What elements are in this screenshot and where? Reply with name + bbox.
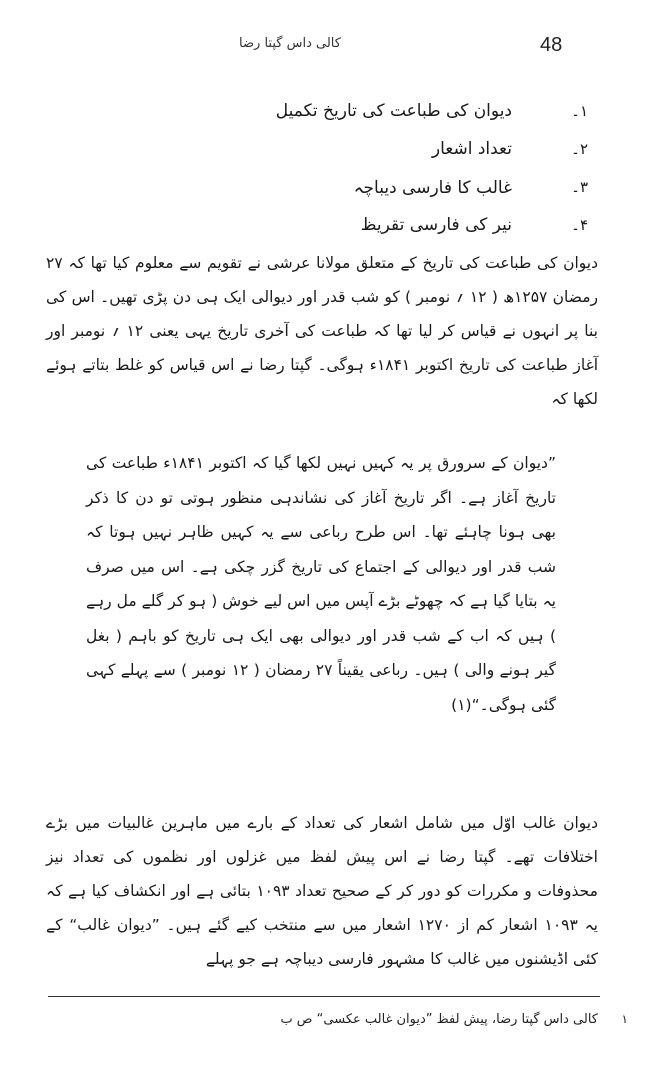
- running-title: کالی داس گپتا رضا: [239, 36, 341, 51]
- list-item: [88, 168, 588, 206]
- list-item: [88, 206, 588, 244]
- body-paragraph-2: دیوان غالب اوّل میں شامل اشعار کی تعداد کے بارے میں ماہرین غالبیات میں بڑے اختلافات تھے۔ گپتا رضا نے اس پیش لفظ میں غزلوں اور نظموں کی تعداد نیز محذوفات و مکررات کو دور کر کے صحیح تعداد ۱۰۹۳ بتائی ہے اور انکشاف کیا ہے کہ یہ ۱۰۹۳ اشعار کم از ۱۲۷۰ اشعار میں سے منتخب کیے گئے ہیں۔ ”دیوان غالب“ کے کئی اڈیشنوں میں غالب کا مشہور فارسی دیباچہ ہے جو پہلے: [46, 814, 598, 968]
- list-item-number: ۴۔: [571, 216, 588, 234]
- numbered-list: [88, 92, 588, 244]
- footnote-divider: [48, 996, 600, 997]
- block-quote: ”دیوان کے سرورق پر یہ کہیں نہیں لکھا گیا کہ اکتوبر ۱۸۴۱ء طباعت کی تاریخ آغاز ہے۔ اگر تاریخ آغاز کی نشاندہی منظور ہوتی تو دن کا ذکر بھی ہونا چاہئے تھا۔ اس طرح رباعی سے یہ کہیں ظاہر نہیں ہوتا کہ شب قدر اور دیوالی کے اجتماع کی تاریخ گزر چکی ہے۔ اس میں صرف یہ بتایا گیا ہے کہ چھوٹے بڑے آپس میں اس لیے خوش ( ہو کر گلے مل رہے ) ہیں کہ اب کے شب قدر اور دیوالی بھی ایک ہی تاریخ کو باہم ( بغل گیر ہونے والی ) ہیں۔ رباعی یقیناً ۲۷ رمضان ( ۱۲ نومبر ) سے پہلے کہی گئی ہوگی۔“(۱): [86, 454, 556, 714]
- list-item-text: دیوان کی طباعت کی تاریخ تکمیل: [275, 101, 512, 121]
- list-item: [88, 92, 588, 130]
- footnote-text: کالی داس گپتا رضا، پیش لفظ ”دیوان غالب عکسی“ ص ب: [280, 1012, 598, 1027]
- body-paragraph-1: دیوان کی طباعت کی تاریخ کے متعلق مولانا عرشی نے تقویم سے معلوم کیا تھا کہ ۲۷ رمضان ۱۲۵۷ھ ( ۱۲ ؍ نومبر ) کو شب قدر اور دیوالی ایک ہی دن پڑی تھیں۔ اس کی بنا پر انہوں نے قیاس کر لیا تھا کہ طباعت کی آخری تاریخ یہی یعنی ۱۲ ؍ نومبر اور آغاز طباعت کی تاریخ اکتوبر ۱۸۴۱ء ہوگی۔ گپتا رضا نے اس قیاس کو غلط بتاتے ہوئے لکھا کہ: [46, 254, 599, 408]
- footnote-marker: ۱: [621, 1012, 628, 1026]
- list-item-number: ۳۔: [571, 178, 588, 196]
- list-item-text: غالب کا فارسی دیباچہ: [353, 177, 512, 198]
- page-number: 48: [540, 34, 563, 56]
- list-item-text: تعداد اشعار: [431, 139, 512, 159]
- footnote: [46, 1012, 628, 1027]
- list-item: [88, 130, 588, 168]
- list-item-number: ۲۔: [571, 140, 588, 158]
- list-item-number: ۱۔: [571, 102, 588, 120]
- list-item-text: نیر کی فارسی تقریظ: [360, 215, 512, 235]
